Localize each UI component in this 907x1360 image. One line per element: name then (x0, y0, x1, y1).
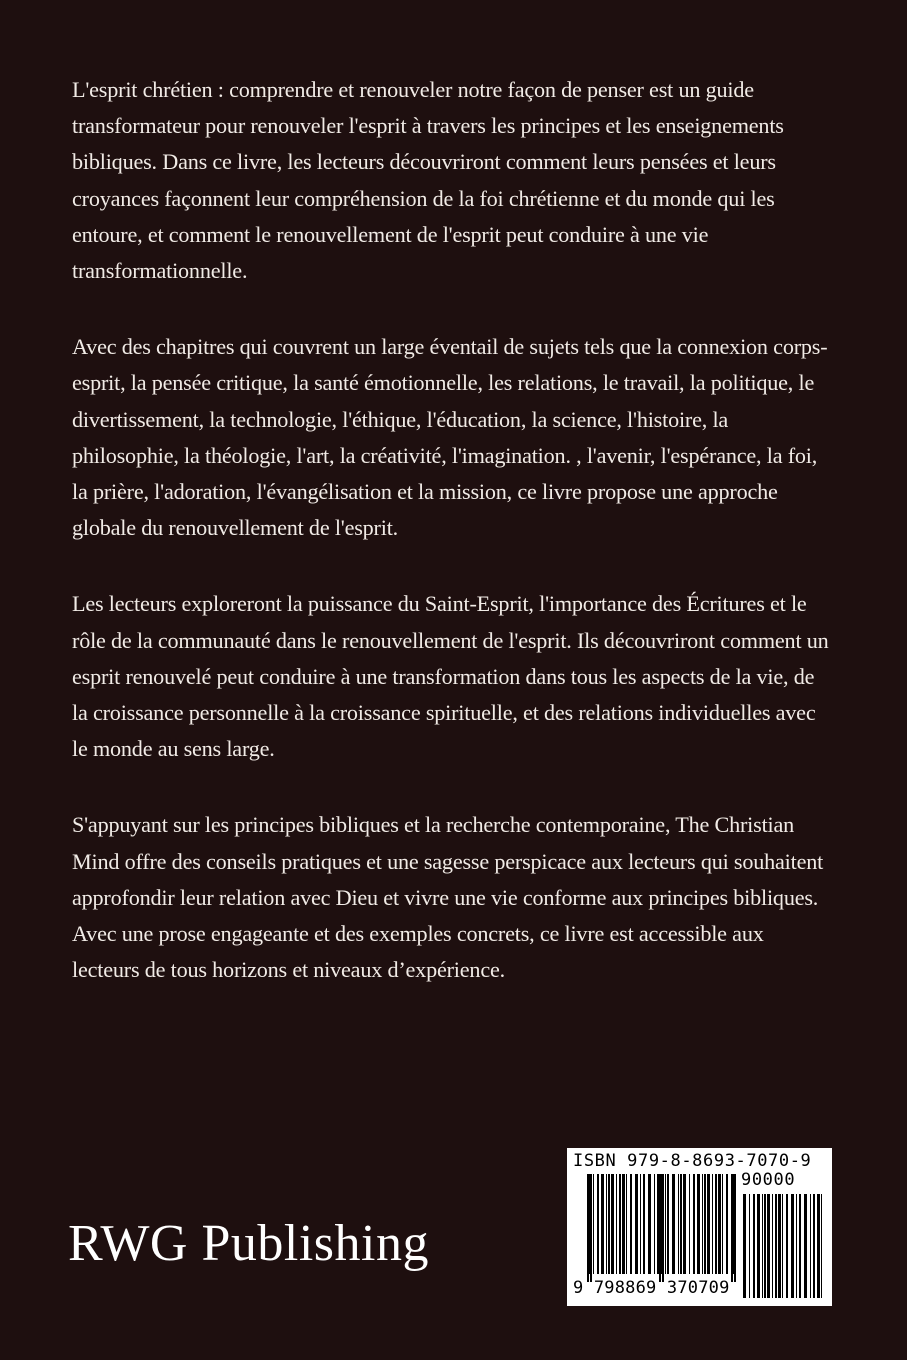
barcode-bar (786, 1194, 788, 1298)
barcode-bar (622, 1174, 625, 1274)
barcode-guard-bar (662, 1174, 664, 1282)
barcode-bar (648, 1174, 651, 1274)
barcode-bar (704, 1174, 706, 1274)
barcode-bar (643, 1174, 645, 1274)
blurb-paragraph-2: Avec des chapitres qui couvrent un large éventail de sujets tels que la connexion corps-esprit, la pensée critique, la santé émotionnelle, les relations, le travail, la politique, le divertissement, la technologie, l'éthique, l'éducation, la science, l'histoire, la philosophie, la théologie, l'art, la créativité, l'imagination. , l'avenir, l'espérance, la foi, la prière, l'adoration, l'évangélisation et la mission, ce livre propose une approche globale du renouvellement de l'esprit. (72, 334, 828, 541)
barcode-guard-bar (587, 1174, 589, 1282)
barcode-bar (657, 1174, 659, 1274)
barcode-bar (601, 1174, 604, 1274)
barcode-bar (726, 1174, 728, 1274)
book-blurb (72, 72, 832, 1028)
barcode-bar (718, 1174, 721, 1274)
barcode-bar (743, 1194, 746, 1298)
barcode-bar (593, 1174, 594, 1274)
barcode-bar (821, 1194, 822, 1298)
barcode-guard-bar (590, 1174, 592, 1282)
barcode-bar (665, 1174, 666, 1274)
barcode-bar (715, 1174, 717, 1274)
barcode-bar (654, 1174, 655, 1274)
barcode-bar (693, 1174, 695, 1274)
isbn-label: ISBN 979-8-8693-7070-9 (573, 1151, 812, 1171)
barcode-bar (772, 1194, 773, 1298)
barcode-bar (778, 1194, 781, 1298)
barcode-bar (749, 1194, 750, 1298)
barcode-bar (689, 1174, 690, 1274)
barcode-bar (764, 1194, 766, 1298)
blurb-paragraph-1: L'esprit chrétien : comprendre et renouveler notre façon de penser est un guide transformateur pour renouveler l'esprit à travers les principes et les enseignements bibliques. Dans ce livre, les lecteurs découvriront comment leurs pensées et leurs croyances façonnent leur compréhension de la foi chrétienne et du monde qui les entoure, et comment le renouvellement de l'esprit peut conduire à une vie transformationnelle. (72, 77, 784, 284)
publisher-name: RWG Publishing (68, 1215, 429, 1272)
barcode-bar (697, 1174, 700, 1274)
barcode-bar (616, 1174, 617, 1274)
blurb-paragraph-4: S'appuyant sur les principes bibliques et la recherche contemporaine, The Christian Mind offre des conseils pratiques et une sagesse perspicace aux lecteurs qui souhaitent approfondir leur relation avec Dieu et vivre une vie conforme aux principes bibliques. Avec une prose engageante et des exemples concrets, ce livre est accessible aux lecteurs de tous horizons et niveaux d’expérience. (72, 812, 824, 983)
barcode-bar (791, 1194, 794, 1298)
barcode-bar (707, 1174, 710, 1274)
isbn-barcode (567, 1148, 832, 1306)
barcode-bar (626, 1174, 627, 1274)
barcode-guard-bar (731, 1174, 733, 1282)
barcode-bar (640, 1174, 641, 1274)
barcode-bar (762, 1194, 763, 1298)
barcode-guard-bar (734, 1174, 736, 1282)
barcode-bar (767, 1194, 770, 1298)
barcode-bar (757, 1194, 760, 1298)
ean-digits: 9 798869 370709 (573, 1278, 730, 1298)
barcode-bar (635, 1174, 638, 1274)
barcode-bar (619, 1174, 621, 1274)
barcode-bar (810, 1194, 811, 1298)
barcode-bar (782, 1194, 783, 1298)
barcode-bar (608, 1174, 610, 1274)
price-addon-code: 90000 (741, 1170, 796, 1190)
barcode-bar (680, 1174, 682, 1274)
barcode-bar (775, 1194, 777, 1298)
blurb-paragraph-3: Les lecteurs exploreront la puissance du Saint-Esprit, l'importance des Écritures et le rôle de la communauté dans le renouvellement de l'esprit. Ils découvriront comment un esprit renouvelé peut conduire à une transformation dans tous les aspects de la vie, de la croissance personnelle à la croissance spirituelle, et des relations individuelles avec le monde au sens large. (72, 591, 829, 762)
barcode-bar (678, 1174, 679, 1274)
barcode-bar (804, 1194, 807, 1298)
barcode-bar (702, 1174, 703, 1274)
barcode-bar (753, 1194, 755, 1298)
barcode-bar (683, 1174, 686, 1274)
barcode-bar (799, 1194, 801, 1298)
barcode-bar (630, 1174, 632, 1274)
barcode-bar (611, 1174, 614, 1274)
barcode-bar (606, 1174, 607, 1274)
barcode-bar (667, 1174, 669, 1274)
barcode-bar (672, 1174, 675, 1274)
barcode-bar (722, 1174, 723, 1274)
barcode-bar (597, 1174, 599, 1274)
barcode-bar (817, 1194, 820, 1298)
barcode-bar (796, 1194, 797, 1298)
barcode-bar (813, 1194, 815, 1298)
barcode-bar (712, 1174, 713, 1274)
barcode-guard-bar (659, 1174, 661, 1282)
